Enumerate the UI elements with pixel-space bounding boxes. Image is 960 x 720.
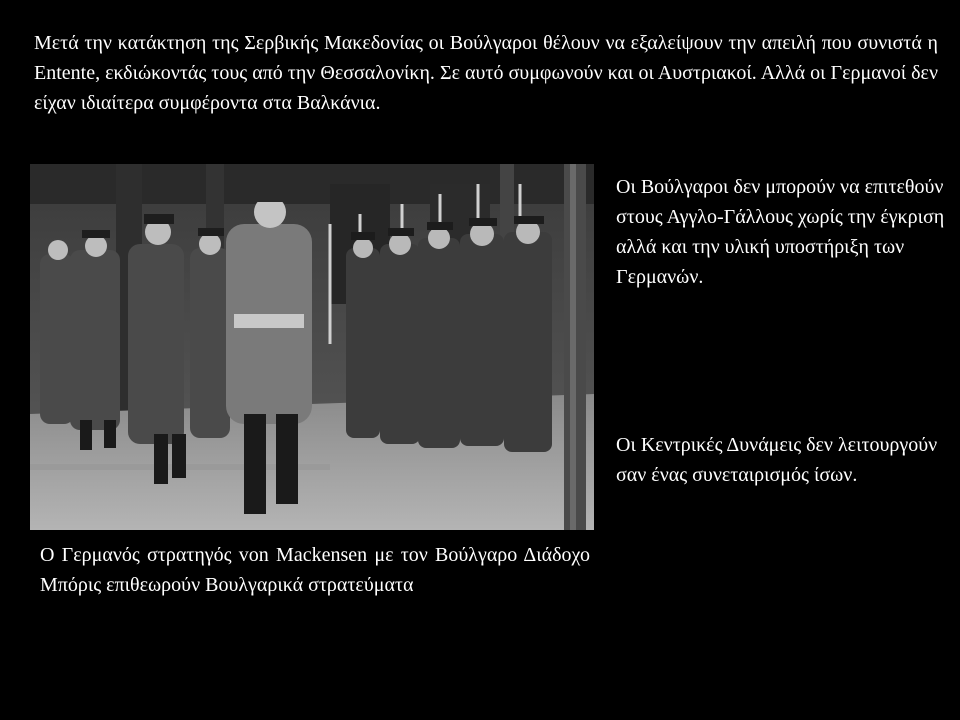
side-note-central-powers: Οι Κεντρικές Δυνάμεις δεν λειτουργούν σαν ένας συνεταιρισμός ίσων. (616, 434, 938, 486)
photo-illustration (30, 164, 594, 530)
historical-photo (30, 164, 594, 530)
photo-caption: Ο Γερμανός στρατηγός von Mackensen με τον Βούλγαρο Διάδοχο Μπόρις επιθεωρούν Βουλγαρικά στρατεύματα (40, 544, 590, 596)
intro-paragraph: Μετά την κατάκτηση της Σερβικής Μακεδονίας οι Βούλγαροι θέλουν να εξαλείψουν την απειλή που συνιστά η Entente, εκδιώκοντάς τους από την Θεσσαλονίκη. Σε αυτό συμφωνούν και οι Αυστριακοί. Αλλά οι Γερμανοί δεν είχαν ιδιαίτερα συμφέροντα στα Βαλκάνια. (34, 32, 938, 114)
side-note-bulgarian-dependence: Οι Βούλγαροι δεν μπορούν να επιτεθούν στους Αγγλο-Γάλλους χωρίς την έγκριση αλλά και την υλική υποστήριξη των Γερμανών. (616, 176, 945, 288)
